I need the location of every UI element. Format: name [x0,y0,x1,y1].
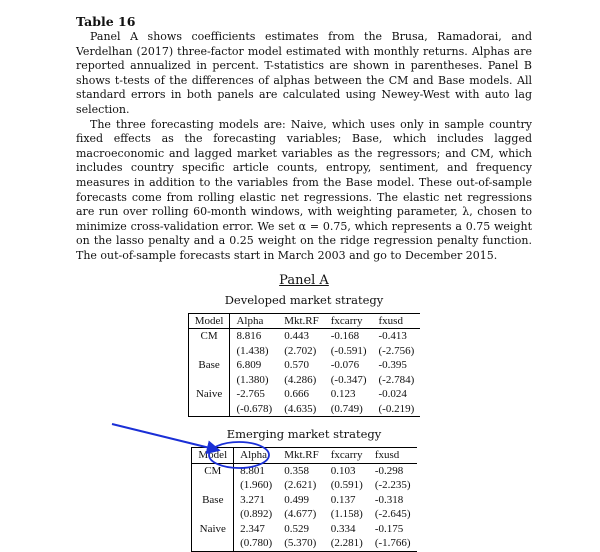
emerging-section-title: Emerging market strategy [226,427,382,441]
value-cell: (0.892) [240,508,273,521]
value-cell: 0.334 [330,522,356,535]
value-cell: (-0.347) [330,373,367,386]
table-row [192,493,417,508]
table-row [188,387,420,402]
model-cell [192,478,234,493]
value-cell: (-2.784) [378,373,415,386]
value-cell: -0.318 [374,493,404,506]
caption-paragraph-2: The three forecasting models are: Naive, which uses only in sample country fixed effects as the forecasting variables; Base, which includes lagged macroeconomic and lagged market variables as the regressors; and CM, which includes country specific article counts, entropy, sentiment, and frequency measures in addition to the variables from the Base model. These out-of-sample forecasts come from rolling elastic net regressions. The elastic net regressions are run over rolling 60-month windows, with weighting parameter, λ, chosen to minimize cross-validation error. We set α = 0.75, which represents a 0.75 weight on the lasso penalty and a 0.25 weight on the ridge regression penalty function. The out-of-sample forecasts start in March 2003 and go to December 2015. [76,117,532,262]
value-cell: 2.347 [240,522,265,535]
value-cell: 0.137 [330,493,356,506]
value-cell: 0.499 [284,493,309,506]
model-cell: CM [188,329,230,344]
value-cell: (5.370) [278,536,325,551]
table-row [188,358,420,373]
table-row [188,373,420,388]
table-row [188,344,420,359]
value-cell: (0.780) [234,536,279,551]
value-cell: (-2.235) [374,479,411,492]
value-cell: (4.635) [278,402,325,417]
table-row [192,522,417,537]
developed-section-title: Developed market strategy [224,292,384,307]
value-cell: 0.103 [330,464,356,477]
value-cell: 3.271 [240,493,265,506]
model-cell [188,373,230,388]
value-cell: -0.024 [378,388,407,401]
table-row [192,507,417,522]
column-header-4: fxusd [373,313,421,329]
value-cell: -0.298 [374,464,404,477]
value-cell: -0.076 [330,359,360,372]
model-cell: Base [188,358,230,373]
value-cell: (-0.591) [330,344,367,357]
value-cell: -0.175 [374,522,404,535]
column-header-0: Model [192,448,234,464]
value-cell: (1.158) [330,508,363,521]
model-cell: Base [192,493,234,508]
value-cell: 8.801 [240,464,265,477]
table-row [188,402,420,417]
value-cell: (-0.219) [373,402,421,417]
column-header-1: Alpha [234,448,279,464]
value-cell: -0.413 [378,330,407,343]
model-cell [192,507,234,522]
emerging-market-table [191,447,416,552]
value-cell: -0.168 [330,330,360,343]
value-cell: (4.677) [284,508,317,521]
value-cell: 0.358 [284,464,309,477]
column-header-2: Mkt.RF [278,448,325,464]
value-cell: (0.591) [330,479,363,492]
table-row [188,329,420,344]
value-cell: (4.286) [284,373,317,386]
value-cell: 8.816 [236,330,262,343]
value-cell: (2.702) [284,344,317,357]
column-header-3: fxcarry [325,313,373,329]
value-cell: 6.809 [236,359,262,372]
table-header-row [188,313,420,329]
model-cell [188,344,230,359]
value-cell: 0.443 [284,330,309,343]
value-cell: -2.765 [236,388,265,401]
value-cell: (2.621) [284,479,317,492]
value-cell: 0.123 [330,388,356,401]
value-cell: (-2.756) [378,344,415,357]
value-cell: (1.960) [240,479,273,492]
value-cell: (2.281) [325,536,369,551]
value-cell: 0.666 [284,388,309,401]
column-header-2: Mkt.RF [278,313,325,329]
table-row [192,478,417,493]
value-cell: (1.438) [236,344,269,357]
value-cell: -0.395 [378,359,407,372]
column-header-3: fxcarry [325,448,369,464]
panel-title: Panel A [279,272,329,288]
value-cell: 0.529 [284,522,309,535]
value-cell: (-2.645) [374,508,411,521]
column-header-1: Alpha [230,313,278,329]
column-header-4: fxusd [369,448,417,464]
value-cell: (-0.678) [230,402,278,417]
table-title: Table 16 [76,14,136,29]
value-cell: (0.749) [325,402,373,417]
model-cell: CM [192,463,234,478]
table-header-row [192,448,417,464]
table-row [192,463,417,478]
value-cell: 0.570 [284,359,309,372]
model-cell: Naive [188,387,230,402]
document-page [76,14,532,552]
column-header-0: Model [188,313,230,329]
model-cell [188,402,230,417]
model-cell: Naive [192,522,234,537]
developed-market-table [188,313,421,418]
value-cell: (-1.766) [369,536,417,551]
caption-paragraph-1: Panel A shows coefficients estimates from the Brusa, Ramadorai, and Verdelhan (2017) three-factor model estimated with monthly returns. Alphas are reported annualized in percent. T-statistics are shown in parentheses. Panel B shows t-tests of the differences of alphas between the CM and Base models. All standard errors in both panels are calculated using Newey-West with auto lag selection. [76,30,532,116]
value-cell: (1.380) [236,373,269,386]
